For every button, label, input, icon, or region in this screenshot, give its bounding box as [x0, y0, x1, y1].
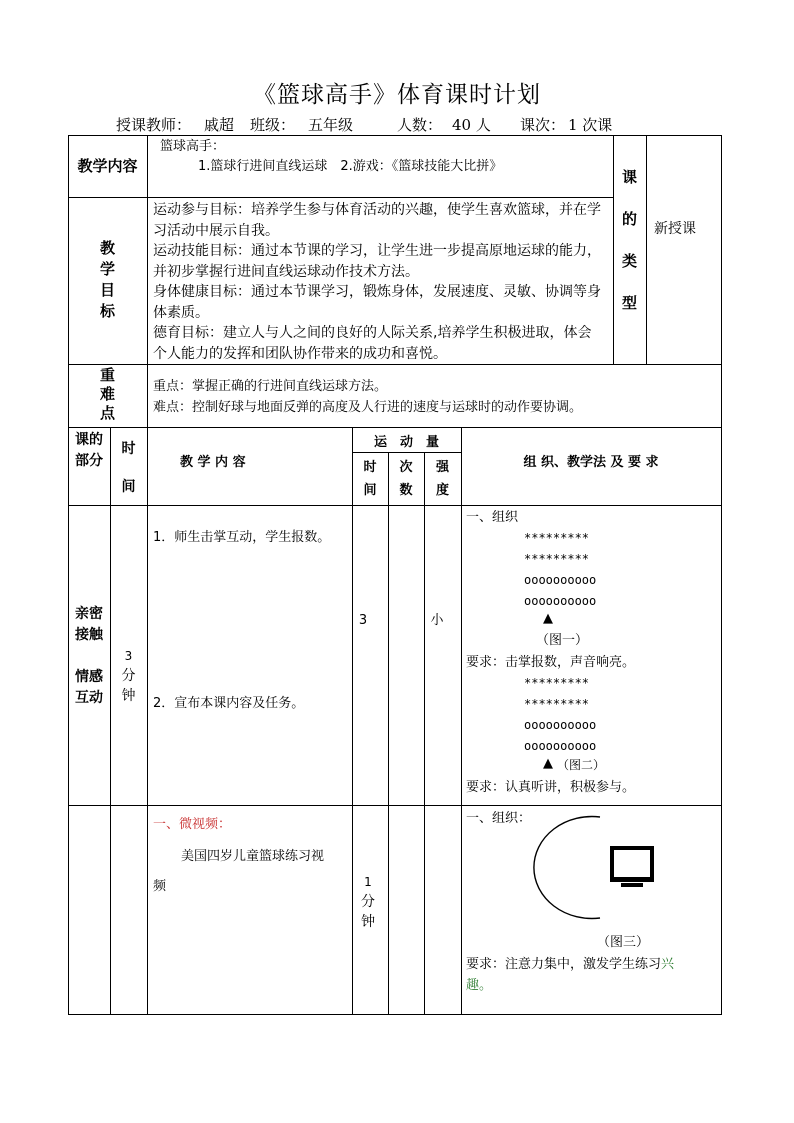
formation-1: ********* ********* oooooooooo oooooooooo [524, 531, 597, 608]
figure1-caption: （图一） [536, 633, 589, 648]
content-label: 教学内容 [77, 157, 138, 175]
section1-req2: 要求：认真听讲，积极参与。 [466, 780, 636, 795]
section2-time: 1 分 钟 [361, 875, 375, 930]
teacher-label: 授课教师： [116, 116, 192, 134]
head-load-time: 时 间 [363, 460, 377, 498]
head-time: 时 间 [121, 441, 136, 495]
figure2-caption: （图二） [557, 758, 606, 772]
lesson-label: 课次： [520, 116, 566, 134]
head-load: 运 动 量 [373, 435, 439, 450]
content-line1: 篮球高手： [160, 139, 226, 154]
key-point: 重点：掌握正确的行进间直线运球方法。 [153, 379, 388, 394]
section1-org-title: 一、组织 [466, 510, 519, 525]
section1-intensity: 小 [430, 613, 444, 628]
semicircle-arc [534, 817, 600, 919]
section2-text2: 频 [153, 879, 167, 894]
count-value: 40 人 [452, 116, 491, 134]
head-part: 课的 部分 [75, 432, 103, 469]
content-line2: 1.篮球行进间直线运球 2.游戏：《篮球技能大比拼》 [198, 159, 503, 174]
class-label: 班级： [250, 116, 296, 134]
section2-text1: 美国四岁儿童篮球练习视 [181, 849, 325, 864]
formation-2: ********* ********* oooooooooo oooooooooo [524, 676, 597, 753]
goals-text: 运动参与目标：培养学生参与体育活动的兴趣，使学生喜欢篮球，并在学 习活动中展示自我。 运动技能目标：通过本节课的学习，让学生进一步提高原地运球的能力， 并初步掌握行进间直线运球动作技术方法。 身体健康目标：通过本节课学习，锻炼身体，发展速度、灵敏、协调等身 体素质。 德育目标：建立人与人之间的良好的人际关系,培养学生积极进取，体会 个人能力的发挥和团队协作带来的成功和喜悦。 [153, 202, 601, 362]
section2-org-title: 一、组织： [466, 811, 532, 826]
teacher-name: 戚超 [204, 116, 235, 134]
semicircle-formation-diagram [520, 812, 665, 924]
head-load-intensity: 强 度 [435, 460, 449, 498]
head-method: 组 织、教学法 及 要 求 [523, 455, 659, 470]
head-content: 教 学 内 容 [180, 455, 246, 470]
count-label: 人数： [397, 116, 443, 134]
type-value: 新授课 [654, 221, 696, 237]
figure3-caption: （图三） [597, 935, 650, 950]
teacher-marker-1: ▲ [543, 611, 553, 626]
difficult-point: 难点：控制好球与地面反弹的高度及人行进的速度与运球时的动作要协调。 [153, 400, 583, 415]
section1-load-time: 3 [358, 613, 368, 628]
section1-time: 3 分 钟 [121, 649, 136, 704]
lesson-value: 1 次课 [568, 116, 613, 134]
teacher-marker-2: ▲ [543, 756, 553, 771]
section1-item1: 1．师生击掌互动，学生报数。 [153, 530, 331, 545]
monitor-icon [610, 846, 654, 887]
type-label: 课 的 类 型 [621, 168, 637, 312]
head-load-count: 次 数 [399, 460, 413, 498]
section1-req1: 要求：击掌报数，声音响亮。 [466, 655, 636, 670]
section2-heading: 一、微视频： [153, 817, 232, 832]
section1-part: 亲密 接触 情感 互动 [75, 606, 103, 706]
goals-label: 教 学 目 标 [99, 239, 115, 320]
section2-req-cont: 趣。 [466, 978, 493, 993]
class-value: 五年级 [308, 116, 354, 134]
section1-item2: 2．宣布本课内容及任务。 [153, 696, 305, 711]
section2-req: 要求：注意力集中，激发学生练习兴 [466, 957, 675, 972]
key-label: 重 难 点 [99, 366, 115, 422]
page-title: 《篮球高手》体育课时计划 [253, 82, 541, 108]
